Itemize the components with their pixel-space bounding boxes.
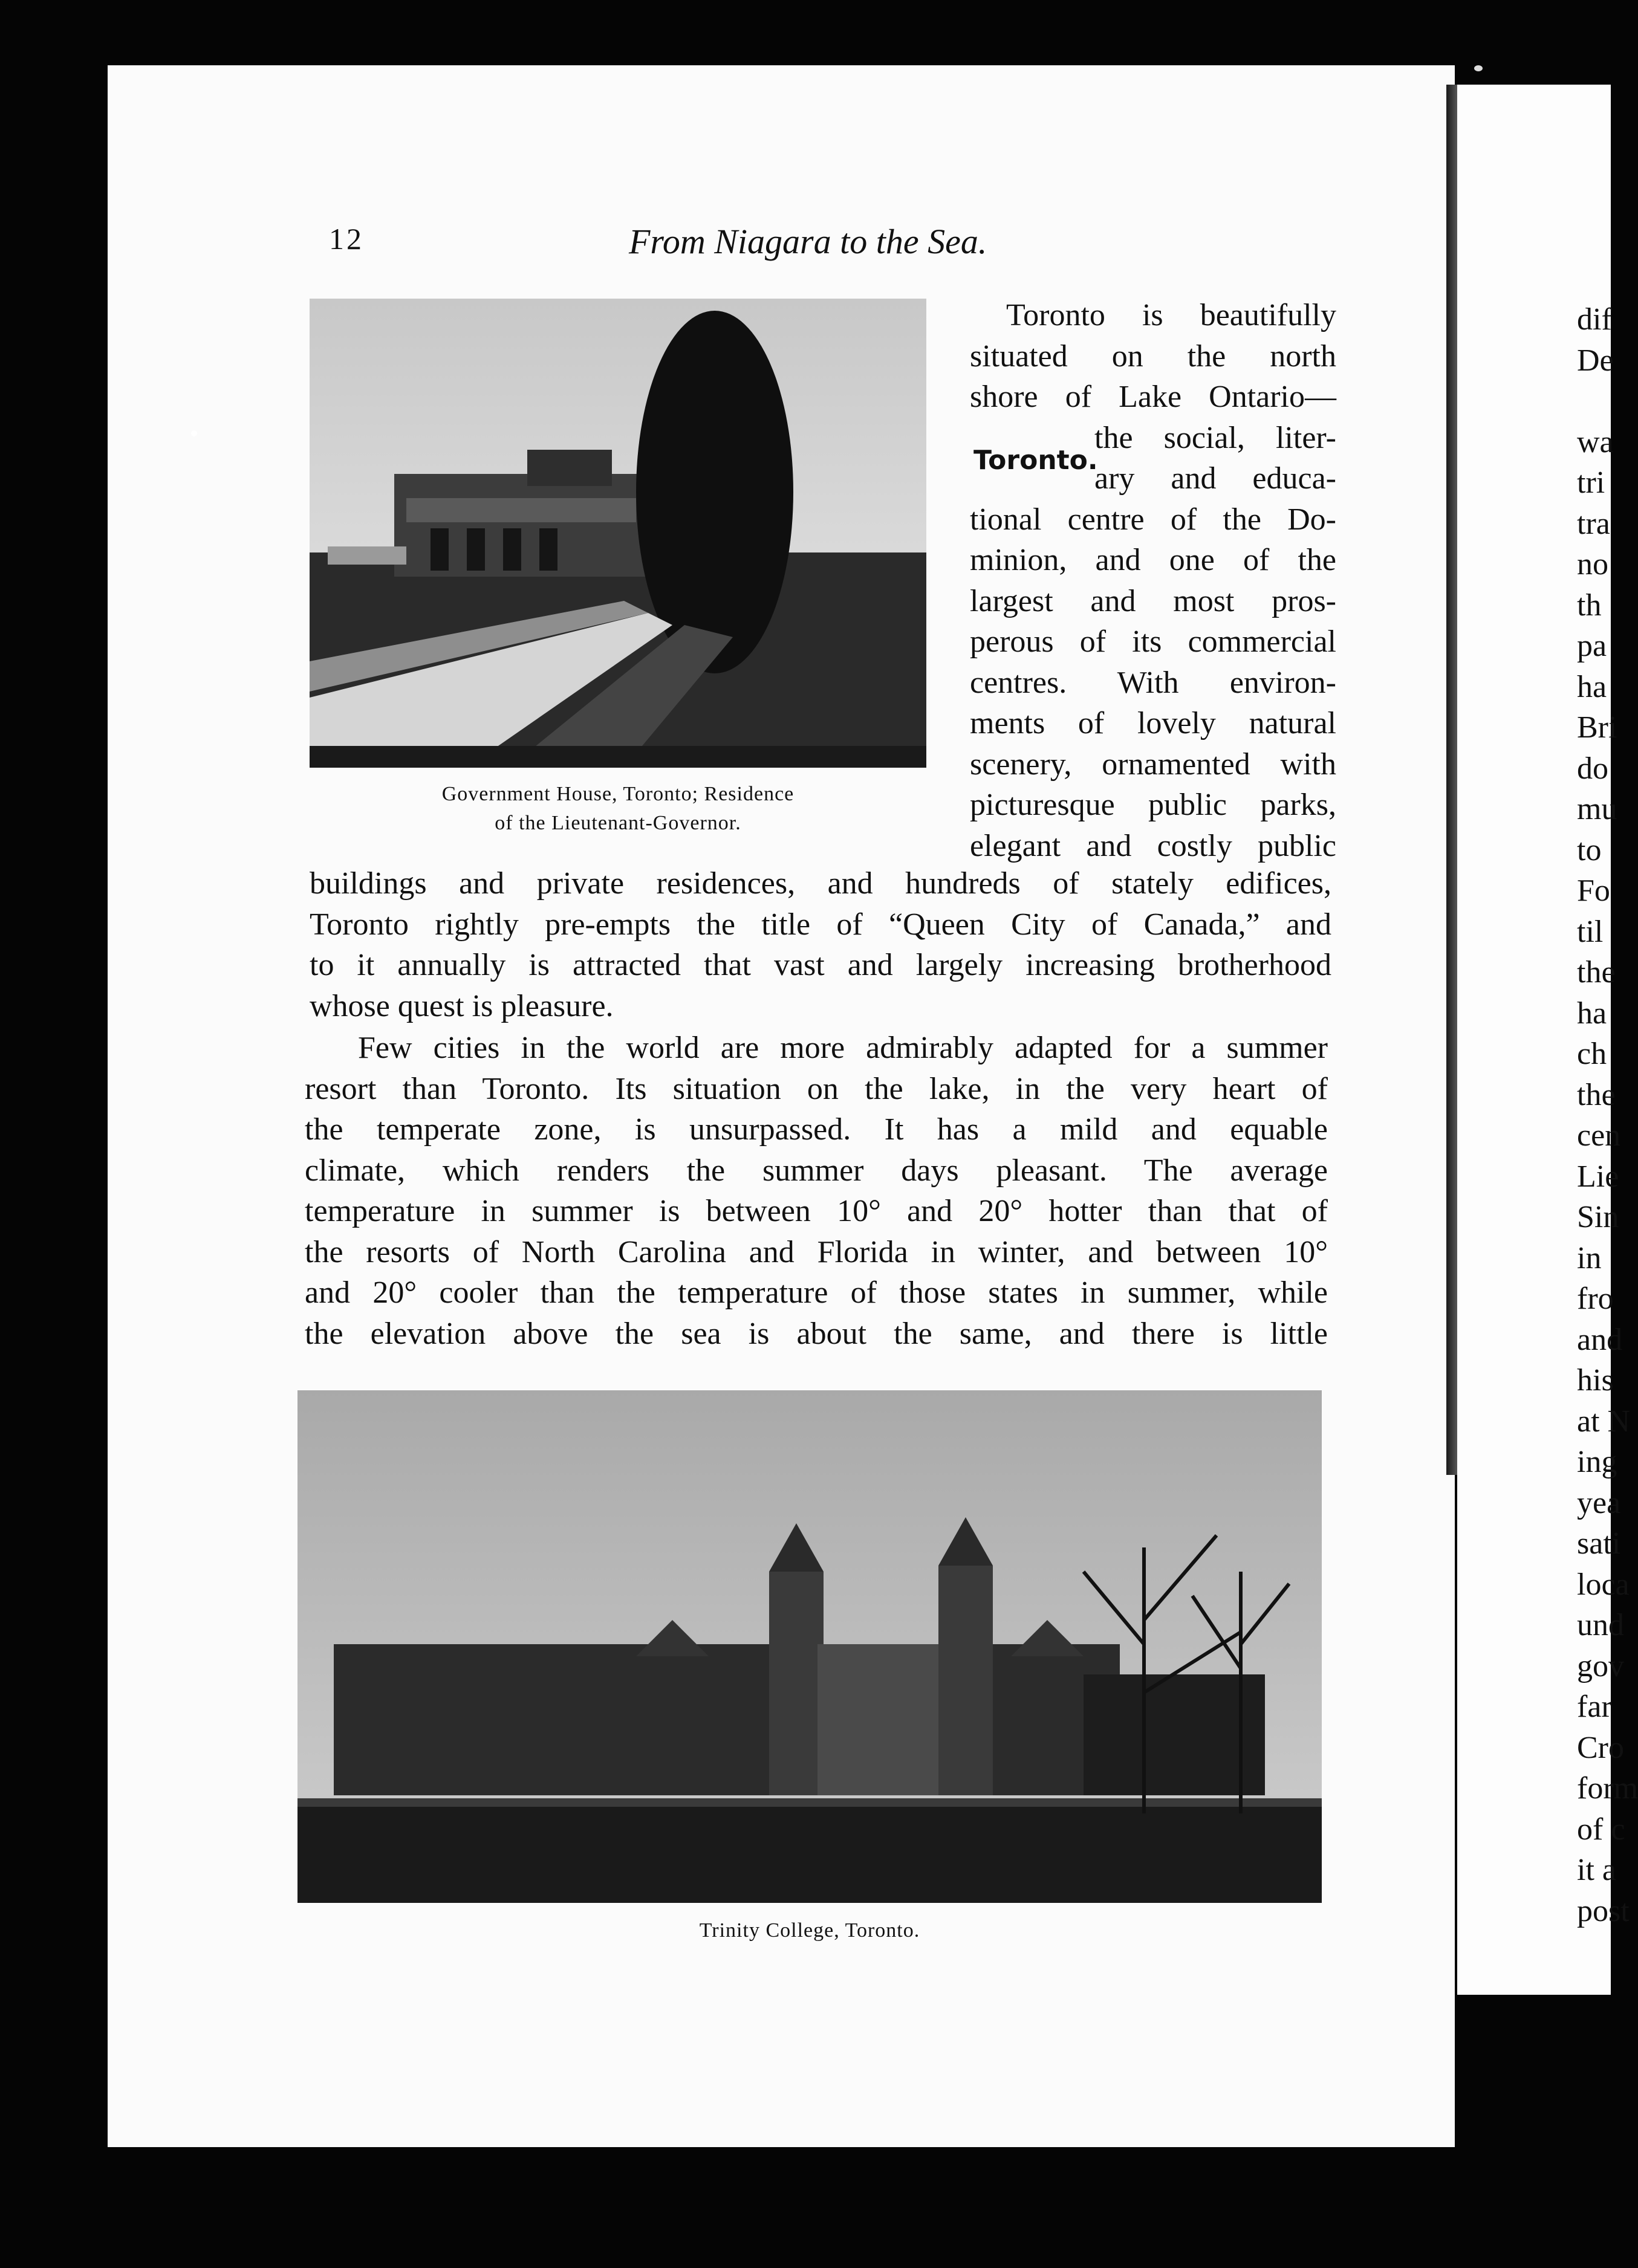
text-line: Toronto is beautifully [1006,298,1336,332]
facing-page-line: tra [1577,506,1610,541]
text-line: the temperate zone, is unsurpassed. It has a mild and equable [305,1112,1328,1147]
facing-page-line: De [1577,343,1614,378]
text-line: minion, and one of the [970,543,1336,577]
text-line: Few cities in the world are more admirably adapted for a summer [358,1031,1328,1065]
facing-page-line: the [1577,1077,1616,1112]
text-line: scenery, ornamented with [970,747,1336,782]
facing-page-line: it a [1577,1853,1616,1887]
facing-page-line: fro [1577,1281,1614,1316]
figure-caption [310,780,926,838]
facing-page-line: to [1577,832,1602,867]
facing-page-line: loca [1577,1567,1630,1602]
facing-page-line: ing [1577,1445,1617,1479]
running-title: From Niagara to the Sea. [629,222,987,261]
facing-page-line: form [1577,1771,1638,1806]
page-number: 12 [329,222,364,256]
facing-page-line [1577,381,1638,422]
text-line: perous of its commercial [970,624,1336,659]
government-house-photo [310,299,926,768]
caption-line: of the Lieutenant-Governor. [495,812,741,834]
facing-page-line: yea [1577,1485,1621,1520]
text-line: buildings and private residences, and hundreds of stately edifices, [310,866,1331,901]
text-line: centres. With environ- [970,665,1336,700]
text-line: temperature in summer is between 10° and 20° hotter than that of [305,1194,1328,1228]
scan-speck [191,430,197,436]
facing-page-line: do [1577,751,1608,786]
facing-page-line: tri [1577,465,1605,500]
facing-page-line: post [1577,1893,1630,1928]
text-line: tional centre of the Do- [970,502,1336,537]
text-line: shore of Lake Ontario— [970,380,1336,414]
text-line: Toronto rightly pre-empts the title of “Queen City of Canada,” and [310,907,1331,942]
facing-page-line: gov [1577,1648,1624,1683]
text-line: whose quest is pleasure. [310,988,614,1023]
facing-page-line: mu [1577,792,1617,826]
facing-page-line: the [1577,955,1616,990]
facing-page-line: cen [1577,1118,1621,1153]
facing-page-line: dif [1577,302,1612,337]
facing-page-line: Cro [1577,1730,1624,1765]
text-line: elegant and costly public [970,828,1336,863]
text-line: ments of lovely natural [970,706,1336,740]
text-line: and 20° cooler than the temperature of those states in summer, while [305,1275,1328,1310]
facing-page-line: sati [1577,1526,1621,1561]
facing-page-line: pa [1577,629,1607,663]
text-line: the social, liter- [1094,420,1336,455]
text-line: picturesque public parks, [970,788,1336,822]
facing-page-line: ha [1577,996,1607,1031]
facing-page-line: wa [1577,424,1614,459]
text-line: to it annually is attracted that vast and largely increasing brotherhood [310,948,1331,982]
facing-page-line: Sin [1577,1200,1619,1234]
facing-page-line: and [1577,1322,1623,1357]
figure-caption: Trinity College, Toronto. [699,1919,920,1942]
facing-page-text [1577,299,1638,1931]
scan-speck [1474,65,1483,71]
facing-page-line: in [1577,1240,1602,1275]
facing-page-line: his [1577,1363,1614,1398]
facing-page-line: Fo [1577,873,1610,908]
caption-line: Government House, Toronto; Residence [441,783,795,805]
facing-page-line: th [1577,588,1602,623]
facing-page-line: Bri [1577,710,1617,745]
text-line: climate, which renders the summer days pleasant. The average [305,1153,1328,1188]
trinity-college-photo [297,1390,1322,1903]
text-line: resort than Toronto. Its situation on the lake, in the very heart of [305,1071,1328,1106]
text-line: the elevation above the sea is about the same, and there is little [305,1316,1328,1351]
text-line: ary and educa- [1094,461,1336,496]
facing-page-line: ha [1577,669,1607,704]
text-line: situated on the north [970,339,1336,374]
facing-page-line: no [1577,547,1608,582]
facing-page-line: of c [1577,1812,1625,1847]
facing-page-line: Lie [1577,1159,1619,1194]
margin-note: Toronto. [973,445,1098,476]
facing-page-line: at N [1577,1404,1631,1439]
text-line: largest and most pros- [970,583,1336,618]
facing-page-line: far [1577,1690,1612,1724]
text-line: the resorts of North Carolina and Florida in winter, and between 10° [305,1234,1328,1269]
facing-page-line: und [1577,1608,1624,1642]
facing-page-line: til [1577,914,1604,949]
facing-page-line: ch [1577,1037,1607,1071]
